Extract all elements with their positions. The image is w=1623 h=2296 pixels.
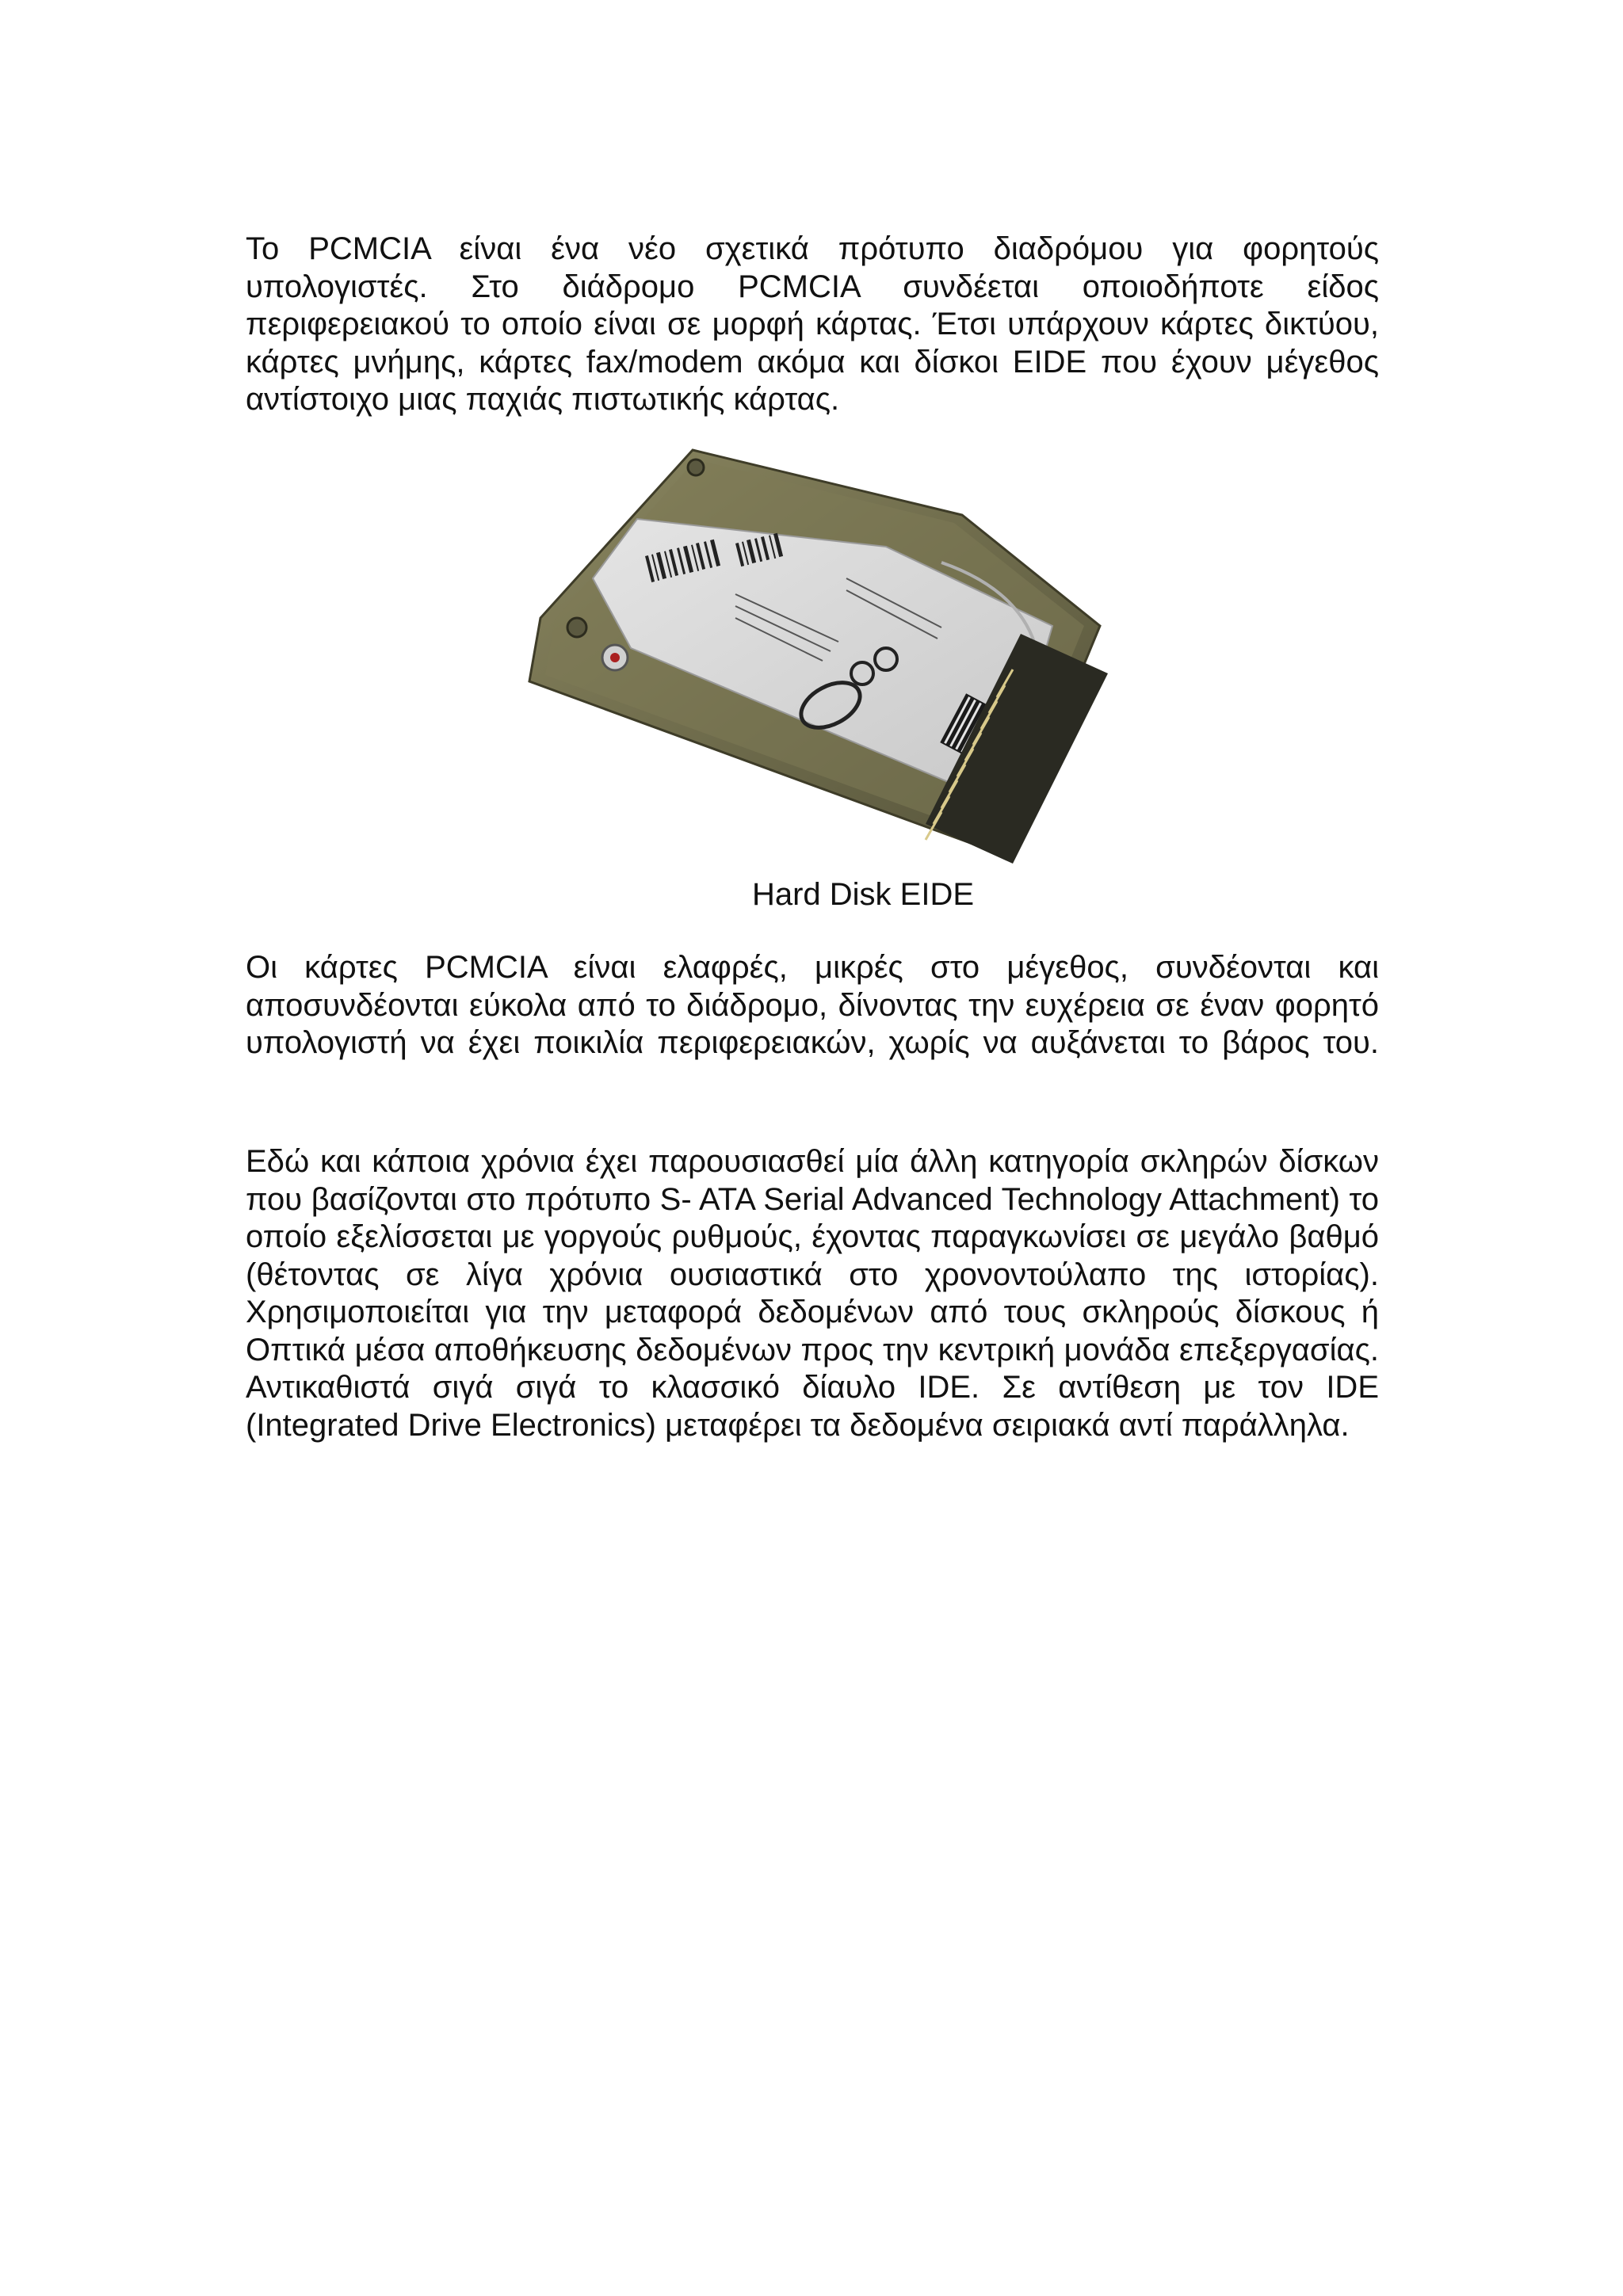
paragraph-sata: Εδώ και κάποια χρόνια έχει παρουσιασθεί μία άλλη κατηγορία σκληρών δίσκων που βασίζονται στο πρότυπο S- ATA Serial Advanced Technology Attachment) το οποίο εξελίσσεται με γοργούς ρυθμούς, έχοντας παραγκωνίσει σε μεγάλο βαθμό (θέτοντας σε λίγα χρόνια ουσιαστικά στο χρονοντούλαπο της ιστορίας). Χρησιμοποιείται για την μεταφορά δεδομένων από τους σκληρούς δίσκους ή Οπτικά μέσα αποθήκευσης δεδομένων προς την κεντρική μονάδα επεξεργασίας. Αντικαθιστά σιγά σιγά το κλασσικό δίαυλο IDE. Σε αντίθεση με τον IDE (Integrated Drive Electronics) μεταφέρει τα δεδομένα σειριακά αντί παράλληλα. [246, 1144, 1379, 1443]
hard-disk-image [498, 444, 1144, 871]
paragraph-pcmcia-intro: Το PCMCIA είναι ένα νέο σχετικά πρότυπο διαδρόμου για φορητούς υπολογιστές. Στο διάδρομο PCMCIA συνδέεται οποιοδήποτε είδος περιφερειακού το οποίο είναι σε μορφή κάρτας. Έτσι υπάρχουν κάρτες δικτύου, κάρτες μνήμης, κάρτες fax/modem ακόμα και δίσκοι EIDE που έχουν μέγεθος αντίστοιχο μιας παχιάς πιστωτικής κάρτας. [246, 231, 1379, 417]
hard-disk-figure [498, 444, 1144, 871]
figure-caption: Hard Disk EIDE [751, 877, 975, 912]
paragraph-pcmcia-benefits: Οι κάρτες PCMCIA είναι ελαφρές, μικρές στο μέγεθος, συνδέονται και αποσυνδέονται εύκολα από το διάδρομο, δίνοντας την ευχέρεια σε έναν φορητό υπολογιστή να έχει ποικιλία περιφερειακών, χωρίς να αυξάνεται το βάρος του. [246, 950, 1379, 1060]
